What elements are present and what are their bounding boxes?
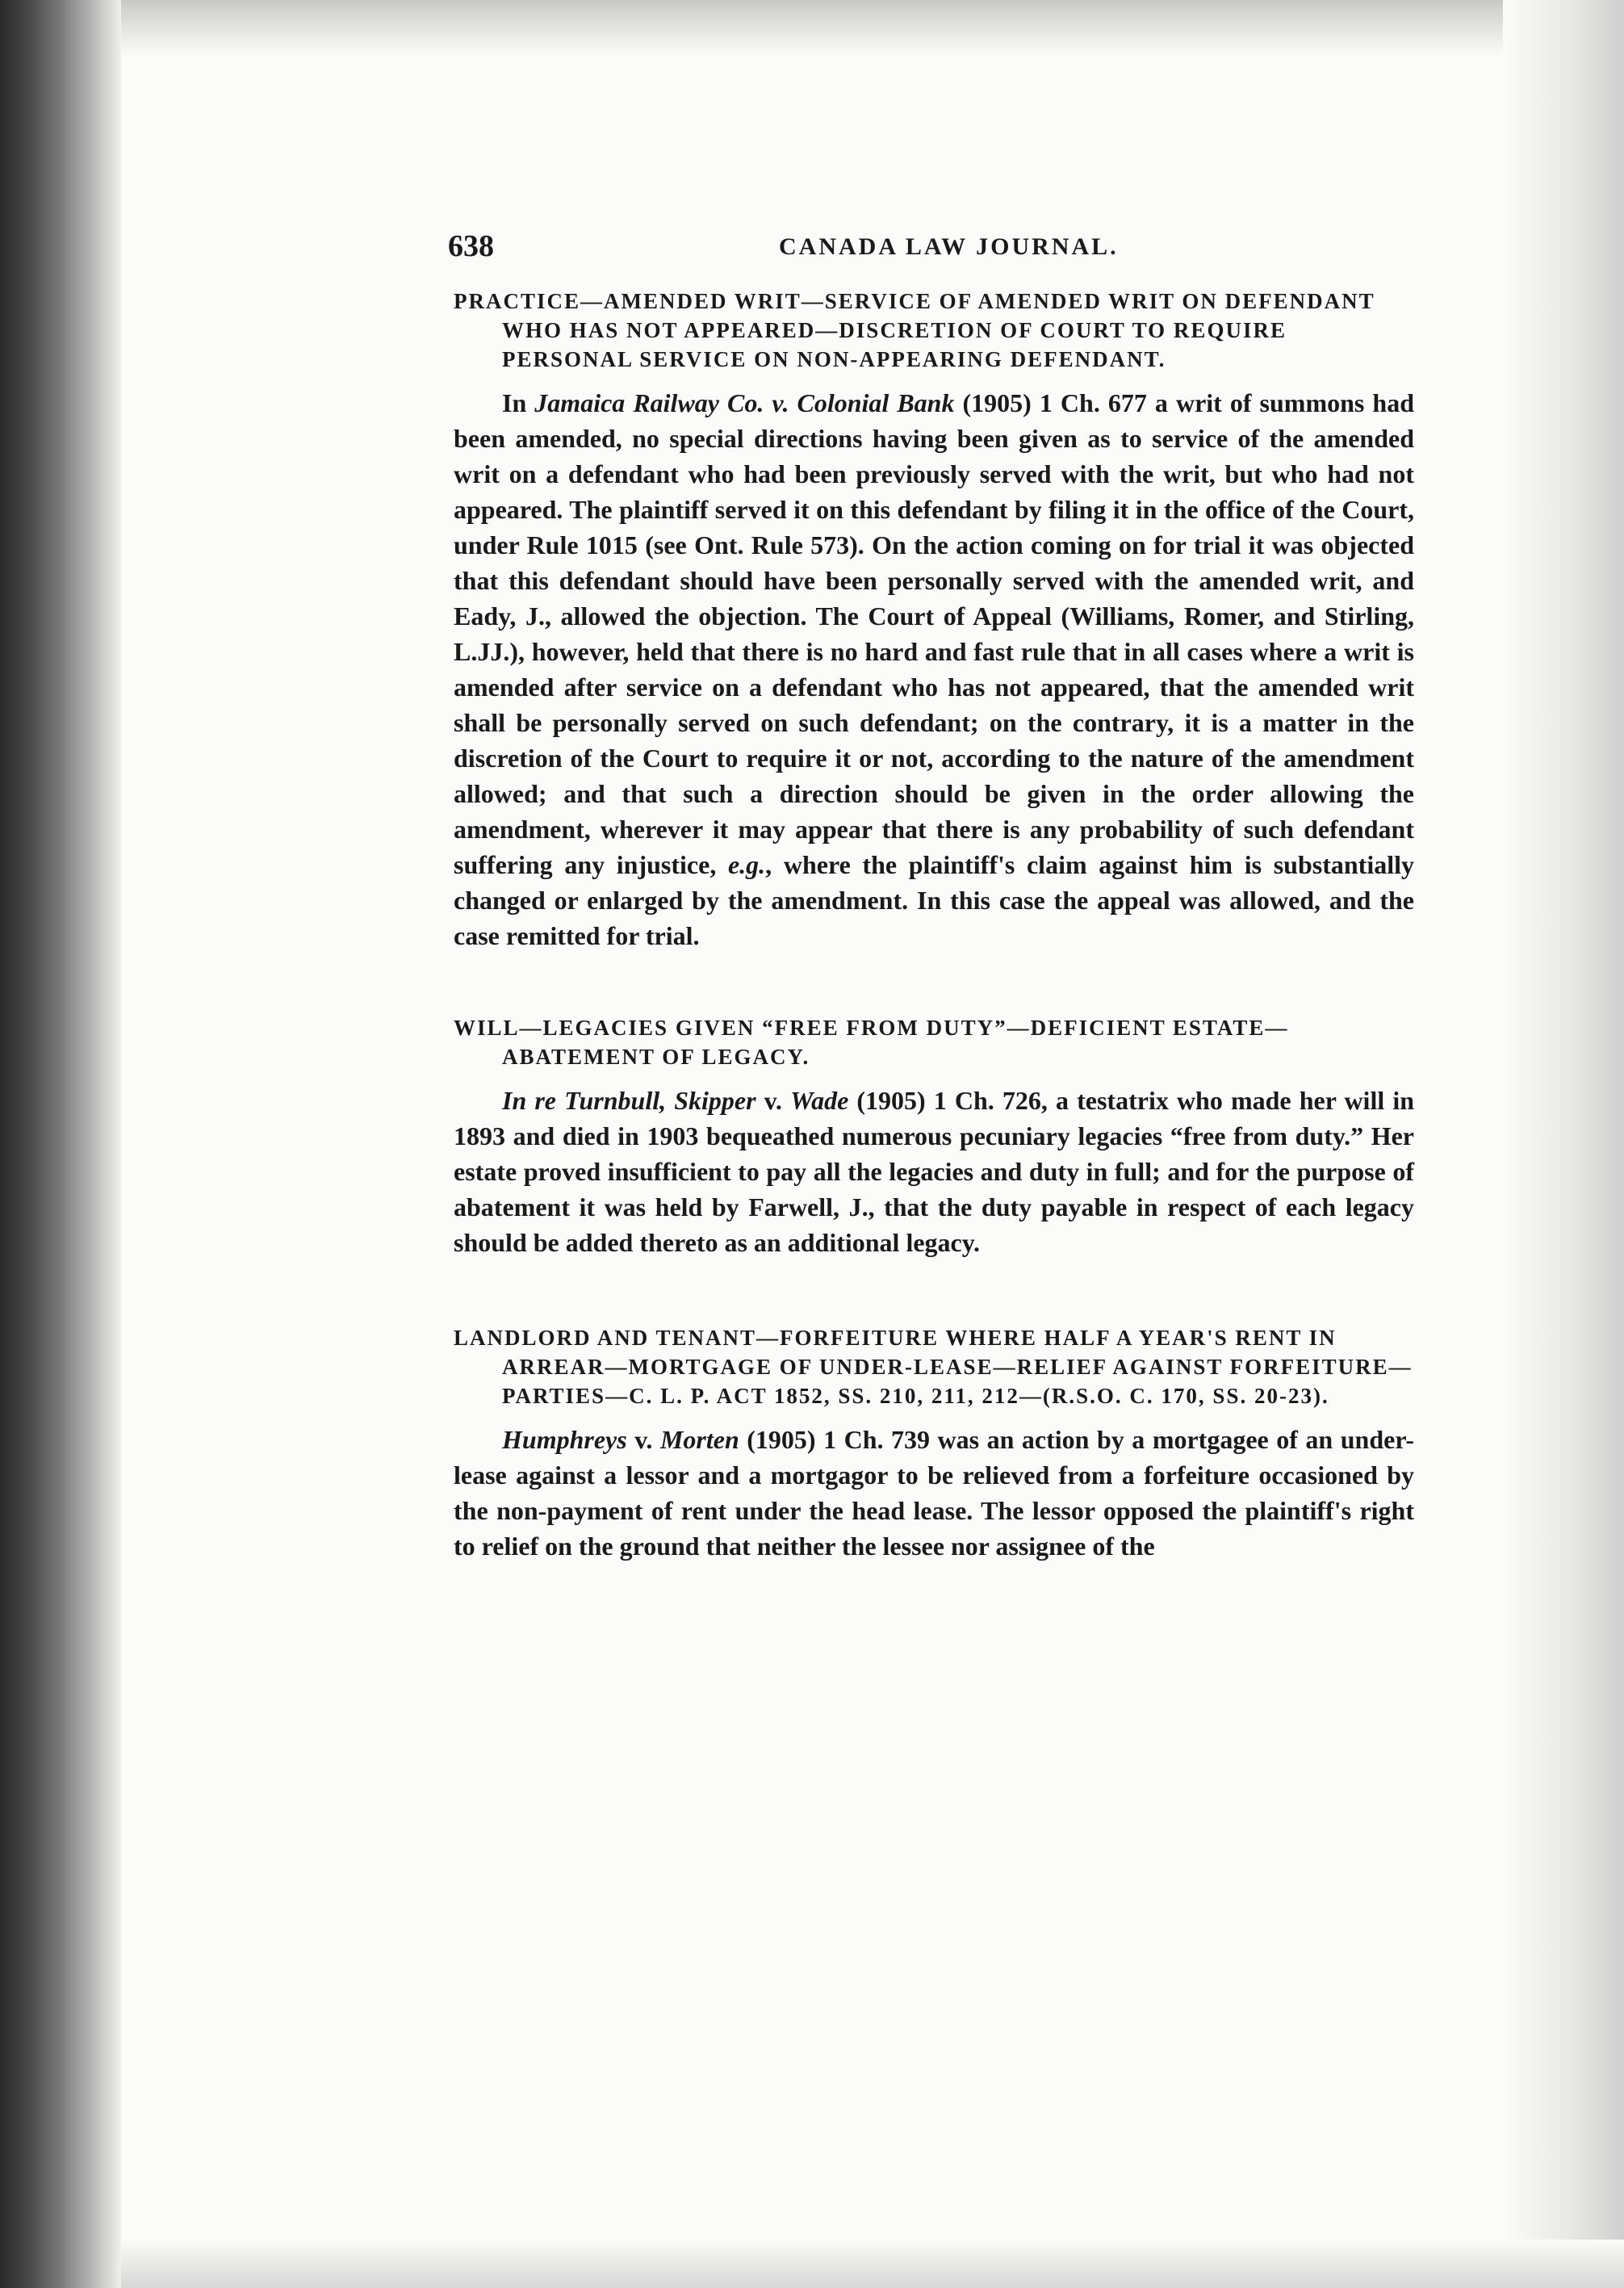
- page-body: [454, 287, 1414, 1564]
- page-bottom-edge: [121, 2240, 1624, 2288]
- page-header: [448, 228, 1417, 269]
- running-title: CANADA LAW JOURNAL.: [779, 233, 1119, 260]
- section-practice: [454, 287, 1414, 953]
- page-number: 638: [448, 229, 494, 263]
- section-paragraph: [454, 1083, 1414, 1260]
- abbreviation: e.g.: [727, 850, 766, 879]
- text-segment: , where the plaintiff's claim against him is substantially changed or enlarged by the amendment. In this case the appeal was allowed, and the case remitted for trial.: [454, 850, 1414, 950]
- text-segment: (1905) 1 Ch. 726, a testatrix who made her will in 1893 and died in 1903 bequeathed numerous pecuniary legacies “free from duty.” Her estate proved insufficient to pay all the legacies and duty in full; and for the purpose of abatement it was held by Farwell, J., that the duty payable in respect of each legacy should be added thereto as an additional legacy.: [454, 1086, 1415, 1257]
- text-segment: v.: [755, 1086, 790, 1115]
- section-heading: WILL—LEGACIES GIVEN “FREE FROM DUTY”—DEFICIENT ESTATE—ABATEMENT OF LEGACY.: [454, 1016, 1289, 1069]
- section-will: [454, 1013, 1414, 1260]
- text-segment: (1905) 1 Ch. 739 was an action by a mortgagee of an under-lease against a lessor and a mortgagor to be relieved from a forfeiture occasioned by the non-payment of rent under the head lease. The lessor opposed the plaintiff's right to relief on the ground that neither the lessee nor assignee of the: [454, 1425, 1415, 1561]
- section-gap: [454, 1260, 1414, 1323]
- section-heading: LANDLORD AND TENANT—FORFEITURE WHERE HALF A YEAR'S RENT IN ARREAR—MORTGAGE OF UNDER-LEASE—RELIEF AGAINST FORFEITURE—PARTIES—C. L. P. ACT 1852, SS. 210, 211, 212—(R.S.O. C. 170, SS. 20-23).: [454, 1326, 1413, 1408]
- section-gap: [454, 953, 1414, 1013]
- case-title: In re Turnbull, Skipper: [502, 1086, 756, 1115]
- section-heading: PRACTICE—AMENDED WRIT—SERVICE OF AMENDED WRIT ON DEFENDANT WHO HAS NOT APPEARED—DISCRETION OF COURT TO REQUIRE PERSONAL SERVICE ON NON-APPEARING DEFENDANT.: [454, 289, 1375, 371]
- case-title-party: Wade: [790, 1086, 849, 1115]
- book-binding-shadow: [0, 0, 121, 2288]
- text-segment: v.: [626, 1425, 660, 1454]
- section-paragraph: [454, 1422, 1414, 1564]
- page-top-edge: [121, 0, 1624, 57]
- section-paragraph: [454, 385, 1414, 953]
- section-landlord-tenant: [454, 1323, 1414, 1564]
- text-segment: In: [502, 388, 535, 417]
- case-title: Humphreys: [502, 1425, 627, 1454]
- text-segment: (1905) 1 Ch. 677 a writ of summons had been amended, no special directions having been given as to service of the amended writ on a defendant who had been previously served with the writ, but who had not appeared. The plaintiff served it on this defendant by filing it in the office of the Court, under Rule 1015 (see Ont. Rule 573). On the action coming on for trial it was objected that this defendant should have been personally served with the amended writ, and Eady, J., allowed the objection. The Court of Appeal (Williams, Romer, and Stirling, L.JJ.), however, held that there is no hard and fast rule that in all cases where a writ is amended after service on a defendant who has not appeared, that the amended writ shall be personally served on such defendant; on the contrary, it is a matter in the discretion of the Court to require it or not, according to the nature of the amendment allowed; and that such a direction should be given in the order allowing the amendment, wherever it may appear that there is any probability of such defendant suffering any injustice,: [454, 388, 1415, 879]
- case-title: Jamaica Railway Co. v. Colonial Bank: [534, 388, 955, 417]
- page-right-edge: [1503, 0, 1624, 2288]
- case-title-party: Morten: [659, 1425, 739, 1454]
